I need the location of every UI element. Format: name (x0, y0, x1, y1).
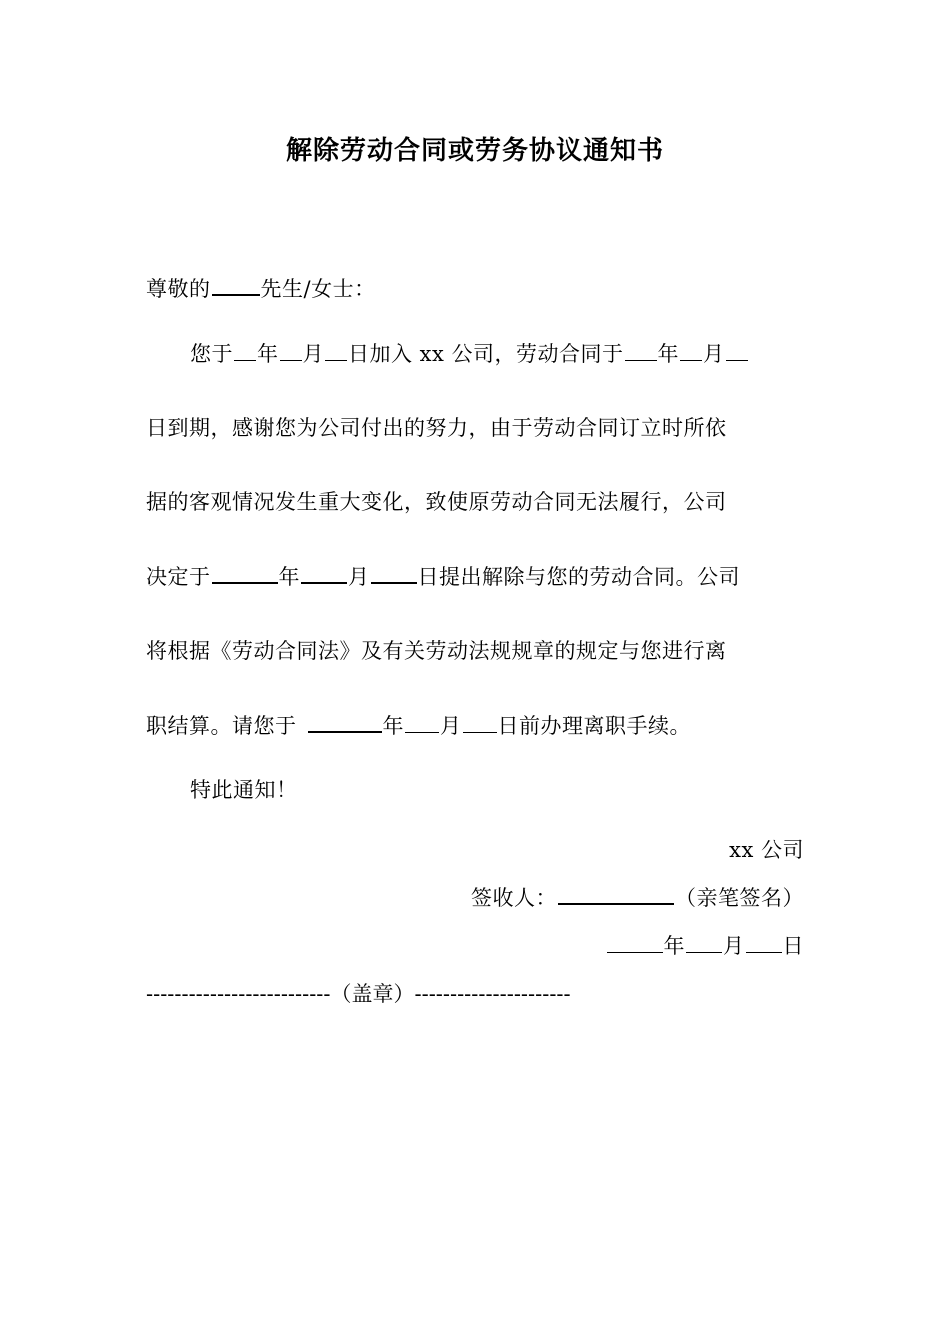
signature-blank[interactable] (558, 902, 674, 905)
month-blank[interactable] (686, 951, 722, 953)
text-segment: 月 (703, 342, 725, 366)
para-line-2: 日到期，感谢您为公司付出的努力，由于劳动合同订立时所依 (146, 416, 727, 440)
text-segment: 职结算。请您于 (146, 714, 297, 738)
document-title: 解除劳动合同或劳务协议通知书 (285, 136, 664, 166)
blank (234, 359, 256, 361)
closing-text: 特此通知！ (190, 778, 298, 802)
text-segment: 决定于 (146, 565, 211, 589)
para-line-5: 将根据《劳动合同法》及有关劳动法规规章的规定与您进行离 (146, 639, 727, 663)
blank (463, 731, 497, 733)
text-segment: 月 (348, 565, 370, 589)
name-blank (212, 293, 260, 296)
seal-line (146, 978, 571, 1008)
para-line-3: 据的客观情况发生重大变化，致使原劳动合同无法履行，公司 (146, 490, 727, 514)
date-line (606, 930, 805, 960)
blank (371, 581, 417, 584)
text-segment: 月 (302, 342, 324, 366)
seal-left-dashes: -------------------------- (146, 982, 331, 1006)
para-line-4 (146, 561, 740, 591)
text-segment: 您于 (190, 342, 233, 366)
blank (405, 731, 439, 733)
seal-right-dashes: ---------------------- (414, 982, 571, 1006)
text-segment: 日提出解除与您的劳动合同。公司 (417, 565, 740, 589)
blank (325, 359, 347, 361)
greeting-prefix: 尊敬的 (146, 277, 211, 301)
blank (301, 581, 347, 584)
blank (726, 359, 748, 361)
text-segment: 年 (657, 342, 680, 366)
para-line-1 (190, 338, 749, 368)
blank (280, 359, 302, 361)
signer-label: 签收人： (471, 886, 557, 910)
signer-note: （亲笔签名） (675, 886, 804, 910)
blank (680, 359, 702, 361)
greeting-line (146, 273, 376, 303)
blank (308, 730, 382, 733)
text-segment: 年 (257, 342, 279, 366)
year-label: 年 (663, 934, 685, 958)
day-label: 日 (782, 934, 804, 958)
blank (212, 581, 278, 584)
seal-label: （盖章） (330, 982, 415, 1006)
para-line-6 (146, 710, 691, 740)
blank (625, 359, 657, 361)
text-segment: 年 (382, 714, 404, 738)
company-name: xx 公司 (729, 838, 804, 862)
year-blank[interactable] (607, 951, 663, 953)
text-segment: 日加入 xx 公司，劳动合同于 (348, 342, 624, 366)
text-segment: 月 (440, 714, 462, 738)
signer-line (471, 882, 804, 912)
text-segment: 日前办理离职手续。 (497, 714, 691, 738)
day-blank[interactable] (746, 951, 782, 953)
greeting-suffix: 先生/女士： (260, 277, 376, 301)
text-segment: 年 (278, 565, 300, 589)
month-label: 月 (723, 934, 745, 958)
